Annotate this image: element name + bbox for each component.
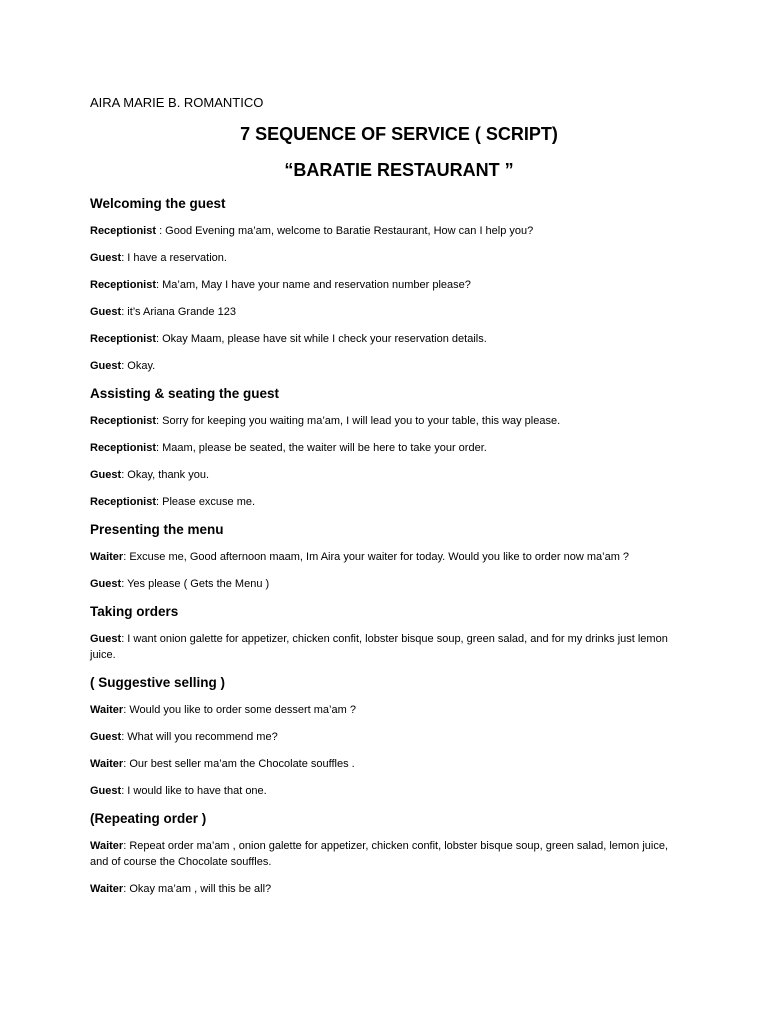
speaker-name: Waiter	[90, 704, 124, 716]
dialogue-text: : Ma’am, May I have your name and reservation number please?	[156, 279, 471, 291]
script-section	[90, 195, 678, 374]
dialogue-line	[90, 729, 678, 745]
dialogue-line	[90, 331, 678, 347]
dialogue-text: : Yes please ( Gets the Menu )	[121, 578, 270, 590]
speaker-name: Waiter	[90, 883, 124, 895]
dialogue-text: : Maam, please be seated, the waiter will be here to take your order.	[156, 442, 487, 454]
dialogue-line	[90, 881, 678, 897]
script-section	[90, 810, 678, 897]
dialogue-text: : What will you recommend me?	[121, 731, 278, 743]
dialogue-line	[90, 304, 678, 320]
speaker-name: Guest	[90, 360, 122, 372]
speaker-name: Guest	[90, 731, 122, 743]
speaker-name: Waiter	[90, 758, 124, 770]
dialogue-line	[90, 467, 678, 483]
speaker-name: Waiter	[90, 840, 124, 852]
dialogue-text: : Okay, thank you.	[121, 469, 210, 481]
dialogue-line	[90, 576, 678, 592]
dialogue-text: : it’s Ariana Grande 123	[121, 306, 236, 318]
dialogue-line	[90, 838, 678, 870]
dialogue-line	[90, 277, 678, 293]
speaker-name: Receptionist	[90, 442, 157, 454]
speaker-name: Guest	[90, 469, 122, 481]
speaker-name: Guest	[90, 252, 122, 264]
speaker-name: Guest	[90, 785, 122, 797]
dialogue-line	[90, 783, 678, 799]
dialogue-text: : Okay.	[121, 360, 156, 372]
document-subtitle: “BARATIE RESTAURANT ”	[284, 160, 514, 180]
dialogue-text: : I have a reservation.	[121, 252, 227, 264]
section-heading: Presenting the menu	[90, 522, 224, 537]
speaker-name: Guest	[90, 633, 122, 645]
dialogue-text: : Our best seller ma’am the Chocolate souffles .	[123, 758, 355, 770]
dialogue-line	[90, 494, 678, 510]
dialogue-text: : Repeat order ma’am , onion galette for appetizer, chicken confit, lobster bisque soup, green salad, lemon juice, and of course the Chocolate souffles.	[90, 840, 669, 868]
script-sections	[90, 195, 678, 897]
dialogue-line	[90, 702, 678, 718]
dialogue-line	[90, 549, 678, 565]
dialogue-line	[90, 756, 678, 772]
section-heading: Assisting & seating the guest	[90, 386, 280, 401]
document-title: 7 SEQUENCE OF SERVICE ( SCRIPT)	[240, 124, 558, 144]
speaker-name: Receptionist	[90, 225, 157, 237]
script-section	[90, 674, 678, 799]
dialogue-text: : Please excuse me.	[156, 496, 256, 508]
dialogue-text: : Sorry for keeping you waiting ma’am, I will lead you to your table, this way please.	[156, 415, 561, 427]
dialogue-text: : Excuse me, Good afternoon maam, Im Aira your waiter for today. Would you like to order now ma’am ?	[123, 551, 630, 563]
dialogue-line	[90, 631, 678, 663]
dialogue-text: : I want onion galette for appetizer, chicken confit, lobster bisque soup, green salad, and for my drinks just lemon juice.	[90, 633, 668, 661]
speaker-name: Receptionist	[90, 496, 157, 508]
section-heading: ( Suggestive selling )	[90, 675, 226, 690]
script-section	[90, 521, 678, 592]
dialogue-text: : I would like to have that one.	[121, 785, 267, 797]
speaker-name: Guest	[90, 306, 122, 318]
script-section	[90, 603, 678, 663]
dialogue-line	[90, 250, 678, 266]
dialogue-line	[90, 413, 678, 429]
section-heading: Welcoming the guest	[90, 196, 226, 211]
speaker-name: Waiter	[90, 551, 124, 563]
speaker-name: Receptionist	[90, 415, 157, 427]
dialogue-line	[90, 223, 678, 239]
script-section	[90, 385, 678, 510]
dialogue-text: : Okay ma’am , will this be all?	[123, 883, 272, 895]
author-name: AIRA MARIE B. ROMANTICO	[90, 95, 264, 110]
speaker-name: Guest	[90, 578, 122, 590]
dialogue-line	[90, 358, 678, 374]
dialogue-text: : Would you like to order some dessert ma’am ?	[123, 704, 356, 716]
section-heading: Taking orders	[90, 604, 179, 619]
dialogue-text: : Okay Maam, please have sit while I check your reservation details.	[156, 333, 487, 345]
dialogue-text: : Good Evening ma’am, welcome to Baratie Restaurant, How can I help you?	[156, 225, 534, 237]
speaker-name: Receptionist	[90, 333, 157, 345]
speaker-name: Receptionist	[90, 279, 157, 291]
dialogue-line	[90, 440, 678, 456]
section-heading: (Repeating order )	[90, 811, 207, 826]
